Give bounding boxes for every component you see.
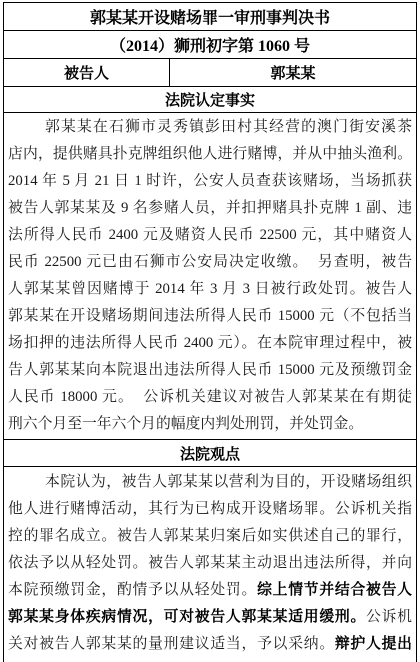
section-heading-opinion: 法院观点 [4, 440, 416, 467]
text-line [8, 276, 412, 303]
text-line [8, 469, 412, 496]
text-run: 法所得人民币 2400 元及赌资人民币 22500 元，其中赌资人 [8, 227, 412, 243]
text-run: 公诉机 [366, 609, 412, 625]
text-line [8, 168, 412, 195]
bold-text-run: 辩护人提出 [334, 636, 412, 652]
text-run: 刑六个月至一年六个月的幅度内判处刑罚，并处罚金。 [8, 416, 364, 432]
text-line [8, 604, 412, 631]
case-number: （2014）狮刑初字第 1060 号 [4, 31, 416, 59]
text-run: 场扣押的违法所得人民币 2400 元）。在本院审理过程中，被 [8, 335, 412, 351]
defendant-name: 郭某某 [270, 66, 316, 82]
judgment-summary-table [3, 2, 417, 662]
text-run: 关对被告人郭某某的量刑建议适当，予以采纳。 [8, 636, 335, 652]
defendant-label: 被告人 [4, 59, 170, 86]
text-run: 人民币 18000 元。 公诉机关建议对被告人郭某某在有期徒 [8, 389, 412, 405]
text-line [8, 330, 412, 357]
text-run: 告人郭某某向本院退出违法所得人民币 15000 元及预缴罚金 [8, 362, 412, 378]
text-line [8, 114, 412, 141]
text-line [8, 550, 412, 577]
text-run: 他人进行赌博活动，其行为已构成开设赌场罪。公诉机关指 [8, 501, 412, 517]
bold-text-run: 郭某某身体疾病情况，可对被告人郭某某适用缓刑。 [8, 609, 367, 625]
text-line [8, 577, 412, 604]
text-line [8, 411, 412, 438]
text-run: 2014 年 5 月 21 日 1 时许，公安人员查获该赌场，当场抓获 [8, 173, 412, 189]
bold-text-run: 综上情节并结合被告人 [257, 582, 412, 598]
text-run: 店内，提供赌具扑克牌组织他人进行赌博，并从中抽头渔利。 [8, 146, 412, 162]
opinion-paragraph [4, 467, 416, 662]
document-title: 郭某某开设赌场罪一审刑事判决书 [4, 3, 416, 31]
text-run: 人郭某某曾因赌博于 2014 年 3 月 3 日被行政处罚。被告人 [8, 281, 412, 297]
facts-paragraph [4, 113, 416, 440]
text-run: 本院认为，被告人郭某某以营利为目的，开设赌场组织 [45, 474, 412, 490]
text-run: 郭某某在石狮市灵秀镇彭田村其经营的澳门街安溪茶 [45, 119, 412, 135]
text-run: 民币 22500 元已由石狮市公安局决定收缴。 另查明，被告 [8, 254, 412, 270]
text-line [8, 631, 412, 658]
text-line [8, 384, 412, 411]
text-line [8, 222, 412, 249]
section-heading-facts: 法院认定事实 [4, 87, 416, 113]
text-line [8, 303, 412, 330]
text-line [8, 195, 412, 222]
text-line [8, 141, 412, 168]
defendant-row [4, 59, 416, 87]
text-line [8, 496, 412, 523]
text-run: 依法予以从轻处罚。被告人郭某某主动退出违法所得，并向 [8, 555, 412, 571]
text-run: 郭某某在开设赌场期间违法所得人民币 15000 元（不包括当 [8, 308, 412, 324]
text-line [8, 357, 412, 384]
text-line [8, 249, 412, 276]
text-run: 被告人郭某某及 9 名参赌人员，并扣押赌具扑克牌 1 副、违 [8, 200, 412, 216]
text-line [8, 523, 412, 550]
text-run: 控的罪名成立。被告人郭某某归案后如实供述自己的罪行， [8, 528, 412, 544]
text-run: 本院预缴罚金，酌情予以从轻处罚。 [8, 582, 258, 598]
